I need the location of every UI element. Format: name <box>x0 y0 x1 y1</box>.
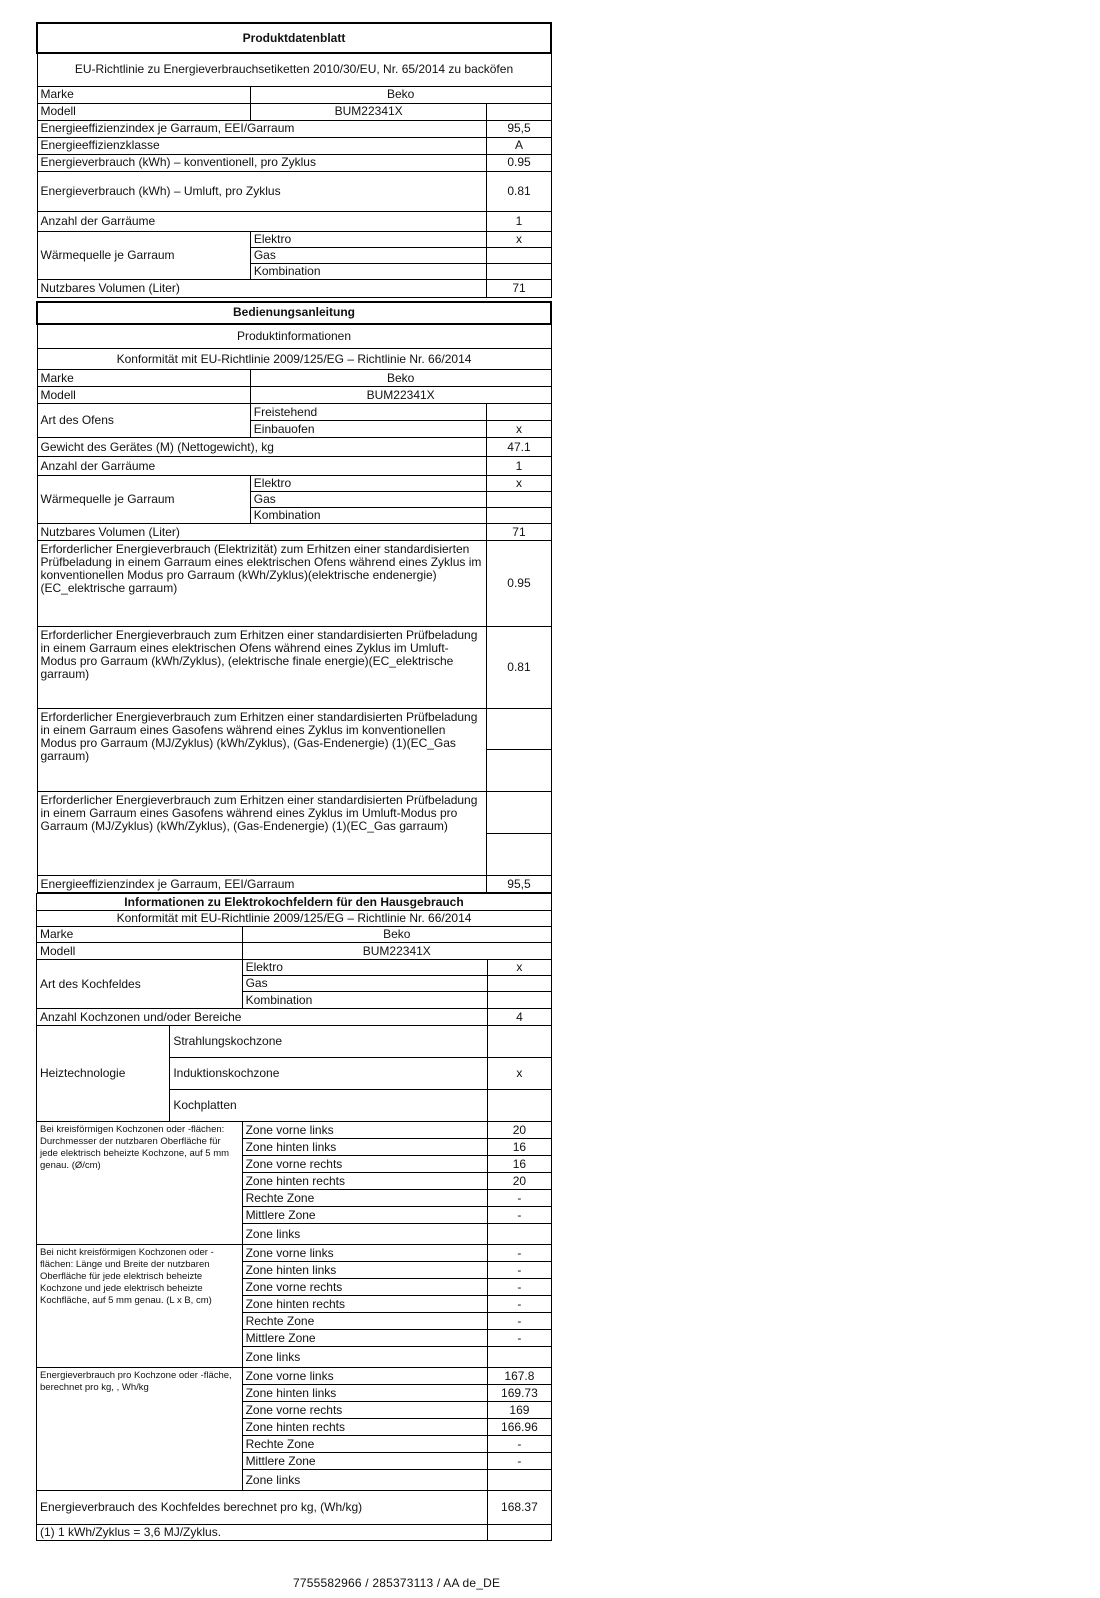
cavities-label: Anzahl der Garräume <box>37 211 487 231</box>
hob-type-mark <box>487 976 551 992</box>
round-zones-label: Bei kreisförmigen Kochzonen oder -flächen: Durchmesser der nutzbaren Oberfläche für jede elektrisch beheizte Kochzone, auf 5 mm genau. (Ø/cm) <box>37 1122 243 1245</box>
oven-type-mark <box>487 404 551 421</box>
volume-label: Nutzbares Volumen (Liter) <box>37 524 487 541</box>
oven-type-label: Art des Ofens <box>37 404 250 438</box>
heating-tech-mark <box>487 1090 551 1122</box>
hob-type-option: Kombination <box>242 992 487 1009</box>
datasheet <box>36 22 552 1541</box>
zone-label: Mittlere Zone <box>242 1330 487 1347</box>
section-title: Bedienungsanleitung <box>37 302 551 324</box>
heat-source-mark <box>487 492 551 508</box>
zone-value: 169.73 <box>487 1385 551 1402</box>
zone-value: - <box>487 1296 551 1313</box>
zone-value: 167.8 <box>487 1368 551 1385</box>
heat-source-option: Elektro <box>250 476 487 492</box>
zone-value: - <box>487 1207 551 1224</box>
model-label: Modell <box>37 943 243 960</box>
heat-source-option: Kombination <box>250 263 487 279</box>
zone-value: - <box>487 1190 551 1207</box>
ec-electric-conv-value: 0.95 <box>487 541 551 627</box>
conv-energy-label: Energieverbrauch (kWh) – konventionell, pro Zyklus <box>37 154 487 171</box>
zone-value: 16 <box>487 1139 551 1156</box>
brand-label: Marke <box>37 370 250 387</box>
zone-value: 20 <box>487 1173 551 1190</box>
zone-label: Rechte Zone <box>242 1436 487 1453</box>
zone-label: Zone vorne rechts <box>242 1156 487 1173</box>
heat-source-option: Elektro <box>250 231 487 247</box>
zone-value: 20 <box>487 1122 551 1139</box>
ec-electric-conv-label: Erforderlicher Energieverbrauch (Elektrizität) zum Erhitzen einer standardisierten Prüfbeladung in einem Garraum eines elektrischen Ofens während eines Zyklus im konventionellen Modus pro Garraum (kWh/Zyklus)(elektrische endenergie)(EC_elektrische garraum) <box>37 541 487 627</box>
zone-value: - <box>487 1262 551 1279</box>
zone-value: - <box>487 1245 551 1262</box>
hob-type-option: Gas <box>242 976 487 992</box>
brand-label: Marke <box>37 927 243 943</box>
eei-value: 95,5 <box>487 876 551 893</box>
model-value: BUM22341X <box>250 103 487 120</box>
zone-value <box>487 1224 551 1245</box>
zones-count-value: 4 <box>487 1009 551 1026</box>
heating-tech-mark: x <box>487 1058 551 1090</box>
zone-label: Zone hinten rechts <box>242 1296 487 1313</box>
conformity-note: Konformität mit EU-Richtlinie 2009/125/EG – Richtlinie Nr. 66/2014 <box>37 911 552 927</box>
heat-source-mark: x <box>487 476 551 492</box>
zone-energy-label: Energieverbrauch pro Kochzone oder -fläche, berechnet pro kg, , Wh/kg <box>37 1368 243 1491</box>
section-title: Produktdatenblatt <box>37 23 551 53</box>
heat-source-option: Gas <box>250 492 487 508</box>
oven-type-option: Freistehend <box>250 404 487 421</box>
zones-count-label: Anzahl Kochzonen und/oder Bereiche <box>37 1009 488 1026</box>
section-energy-label <box>36 22 552 298</box>
zone-value: - <box>487 1313 551 1330</box>
model-label: Modell <box>37 103 250 120</box>
zone-label: Mittlere Zone <box>242 1207 487 1224</box>
section-subtitle: Produktinformationen <box>37 324 551 349</box>
heating-tech-option: Strahlungskochzone <box>170 1026 488 1058</box>
zone-value <box>487 1347 551 1368</box>
heat-source-option: Gas <box>250 247 487 263</box>
zone-label: Zone vorne links <box>242 1368 487 1385</box>
conv-energy-value: 0.95 <box>487 154 551 171</box>
conformity-note: Konformität mit EU-Richtlinie 2009/125/EG – Richtlinie Nr. 66/2014 <box>37 349 551 370</box>
cavities-label: Anzahl der Garräume <box>37 457 487 476</box>
zone-value: 169 <box>487 1402 551 1419</box>
model-value: BUM22341X <box>250 387 551 404</box>
cavities-value: 1 <box>487 457 551 476</box>
heat-source-mark <box>487 263 551 279</box>
zone-value: - <box>487 1330 551 1347</box>
volume-value: 71 <box>487 524 551 541</box>
hob-total-energy-value: 168.37 <box>487 1491 551 1525</box>
zone-label: Rechte Zone <box>242 1190 487 1207</box>
zone-label: Rechte Zone <box>242 1313 487 1330</box>
heat-source-label: Wärmequelle je Garraum <box>37 231 250 279</box>
brand-value: Beko <box>242 927 551 943</box>
energy-class-value: A <box>487 137 551 154</box>
zone-value <box>487 1470 551 1491</box>
section-subtitle: EU-Richtlinie zu Energieverbrauchsetiketten 2010/30/EU, Nr. 65/2014 zu backöfen <box>37 53 551 86</box>
section-hob-info <box>36 893 552 1541</box>
ec-gas-conv-kwh <box>487 750 551 792</box>
energy-class-label: Energieeffizienzklasse <box>37 137 487 154</box>
heat-source-option: Kombination <box>250 508 487 524</box>
hob-type-mark: x <box>487 960 551 976</box>
zone-value: - <box>487 1279 551 1296</box>
volume-value: 71 <box>487 279 551 297</box>
model-label: Modell <box>37 387 250 404</box>
ec-gas-conv-mj <box>487 709 551 750</box>
ec-gas-fan-label: Erforderlicher Energieverbrauch zum Erhitzen einer standardisierten Prüfbeladung in einem Garraum eines Gasofens während eines Zyklus im Umluft-Modus pro Garraum (MJ/Zyklus) (kWh/Zyklus), (Gas-Endenergie) (1)(EC_Gas garraum) <box>37 792 487 876</box>
zone-label: Zone vorne rechts <box>242 1402 487 1419</box>
eei-label: Energieeffizienzindex je Garraum, EEI/Garraum <box>37 876 487 893</box>
zone-label: Zone vorne links <box>242 1245 487 1262</box>
eei-value: 95,5 <box>487 120 551 137</box>
zone-value: - <box>487 1436 551 1453</box>
fan-energy-label: Energieverbrauch (kWh) – Umluft, pro Zyklus <box>37 171 487 211</box>
heating-tech-label: Heiztechnologie <box>37 1026 170 1122</box>
cavities-value: 1 <box>487 211 551 231</box>
hob-type-mark <box>487 992 551 1009</box>
heat-source-mark <box>487 508 551 524</box>
eei-label: Energieeffizienzindex je Garraum, EEI/Garraum <box>37 120 487 137</box>
heating-tech-mark <box>487 1026 551 1058</box>
oven-type-mark: x <box>487 421 551 438</box>
zone-label: Zone hinten links <box>242 1385 487 1402</box>
brand-label: Marke <box>37 86 250 103</box>
document-footer: 7755582966 / 285373113 / AA de_DE <box>293 1576 501 1590</box>
heat-source-mark <box>487 247 551 263</box>
zone-label: Zone links <box>242 1347 487 1368</box>
zone-label: Zone hinten rechts <box>242 1173 487 1190</box>
hob-total-energy-label: Energieverbrauch des Kochfeldes berechnet pro kg, (Wh/kg) <box>37 1491 488 1525</box>
ec-electric-fan-label: Erforderlicher Energieverbrauch zum Erhitzen einer standardisierten Prüfbeladung in einem Garraum eines elektrischen Ofens während eines Zyklus im Umluft-Modus pro Garraum (kWh/Zyklus), (elektrische finale energie)(EC_elektrische garraum) <box>37 627 487 709</box>
footnote: (1) 1 kWh/Zyklus = 3,6 MJ/Zyklus. <box>37 1525 488 1541</box>
section-oven-info <box>36 301 552 894</box>
zone-label: Zone hinten links <box>242 1262 487 1279</box>
zone-label: Zone hinten links <box>242 1139 487 1156</box>
heating-tech-option: Kochplatten <box>170 1090 488 1122</box>
brand-value: Beko <box>250 370 551 387</box>
ec-electric-fan-value: 0.81 <box>487 627 551 709</box>
heat-source-mark: x <box>487 231 551 247</box>
zone-label: Mittlere Zone <box>242 1453 487 1470</box>
hob-type-option: Elektro <box>242 960 487 976</box>
oven-type-option: Einbauofen <box>250 421 487 438</box>
zone-value: - <box>487 1453 551 1470</box>
model-value: BUM22341X <box>242 943 551 960</box>
zone-label: Zone hinten rechts <box>242 1419 487 1436</box>
zone-label: Zone links <box>242 1470 487 1491</box>
zone-value: 16 <box>487 1156 551 1173</box>
ec-gas-conv-label: Erforderlicher Energieverbrauch zum Erhitzen einer standardisierten Prüfbeladung in einem Garraum eines Gasofens während eines Zyklus im konventionellen Modus pro Garraum (MJ/Zyklus) (kWh/Zyklus), (Gas-Endenergie) (1)(EC_Gas garraum) <box>37 709 487 792</box>
ec-gas-fan-kwh <box>487 834 551 876</box>
zone-label: Zone vorne rechts <box>242 1279 487 1296</box>
ec-gas-fan-mj <box>487 792 551 834</box>
heating-tech-option: Induktionskochzone <box>170 1058 488 1090</box>
fan-energy-value: 0.81 <box>487 171 551 211</box>
brand-value: Beko <box>250 86 551 103</box>
hob-type-label: Art des Kochfeldes <box>37 960 243 1009</box>
volume-label: Nutzbares Volumen (Liter) <box>37 279 487 297</box>
section-title: Informationen zu Elektrokochfeldern für den Hausgebrauch <box>37 894 552 911</box>
weight-label: Gewicht des Gerätes (M) (Nettogewicht), kg <box>37 438 487 457</box>
weight-value: 47.1 <box>487 438 551 457</box>
nonround-zones-label: Bei nicht kreisförmigen Kochzonen oder -flächen: Länge und Breite der nutzbaren Oberfläche für jede elektrisch beheizte Kochzone und jede elektrisch beheizte Kochfläche, auf 5 mm genau. (L x B, cm) <box>37 1245 243 1368</box>
zone-label: Zone vorne links <box>242 1122 487 1139</box>
zone-label: Zone links <box>242 1224 487 1245</box>
zone-value: 166.96 <box>487 1419 551 1436</box>
heat-source-label: Wärmequelle je Garraum <box>37 476 250 524</box>
